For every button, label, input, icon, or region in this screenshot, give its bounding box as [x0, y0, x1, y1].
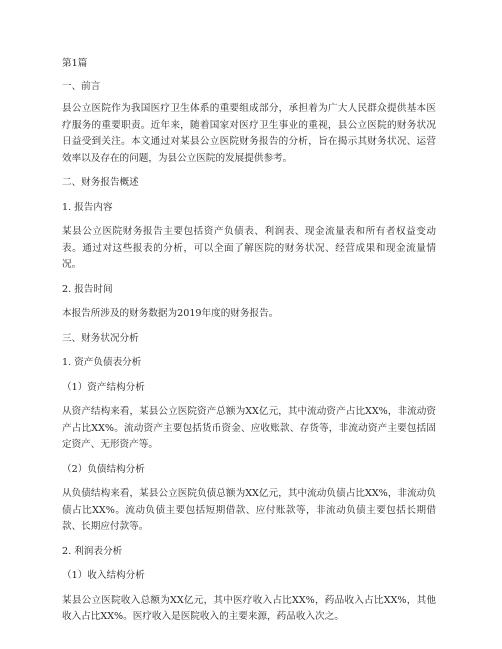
paragraph: 县公立医院作为我国医疗卫生体系的重要组成部分，承担着为广大人民群众提供基本医疗服务的重要职责。近年来，随着国家对医疗卫生事业的重视，县公立医院的财务状况日益受到关注。本文通过对某县公立医院财务报告的分析，旨在揭示其财务状况、运营效率以及存在的问题，为县公立医院的发展提供参考。 [62, 103, 436, 164]
part-title: 第1篇 [62, 58, 88, 69]
subsection-heading: 2. 报告时间 [62, 283, 113, 295]
subsection-heading: 1. 报告内容 [62, 201, 113, 213]
document-body [62, 56, 436, 626]
subsubsection-heading: （1）资产结构分析 [62, 381, 145, 393]
subsubsection-heading: （2）负债结构分析 [62, 463, 145, 475]
paragraph: 从负债结构来看，某县公立医院负债总额为XX亿元，其中流动负债占比XX%，非流动负债占比XX%。流动负债主要包括短期借款、应付账款等，非流动负债主要包括长期借款、长期应付款等。 [62, 488, 436, 532]
section-heading: 二、财务报告概述 [62, 177, 139, 188]
subsection-heading: 1. 资产负债表分析 [62, 357, 142, 368]
paragraph: 从资产结构来看，某县公立医院资产总额为XX亿元，其中流动资产占比XX%，非流动资产占比XX%。流动资产主要包括货币资金、应收账款、存货等，非流动资产主要包括固定资产、无形资产等。 [62, 406, 436, 450]
subsection-heading: 2. 利润表分析 [62, 545, 123, 557]
paragraph: 本报告所涉及的财务数据为2019年度的财务报告。 [62, 308, 279, 319]
section-heading: 一、前言 [62, 80, 101, 92]
paragraph: 某县公立医院财务报告主要包括资产负债表、利润表、现金流量表和所有者权益变动表。通过对这些报表的分析，可以全面了解医院的财务状况、经营成果和现金流量情况。 [62, 226, 436, 270]
paragraph: 某县公立医院收入总额为XX亿元，其中医疗收入占比XX%，药品收入占比XX%，其他收入占比XX%。医疗收入是医院收入的主要来源，药品收入次之。 [62, 594, 436, 622]
section-heading: 三、财务状况分析 [62, 332, 139, 344]
subsubsection-heading: （1）收入结构分析 [62, 570, 145, 581]
